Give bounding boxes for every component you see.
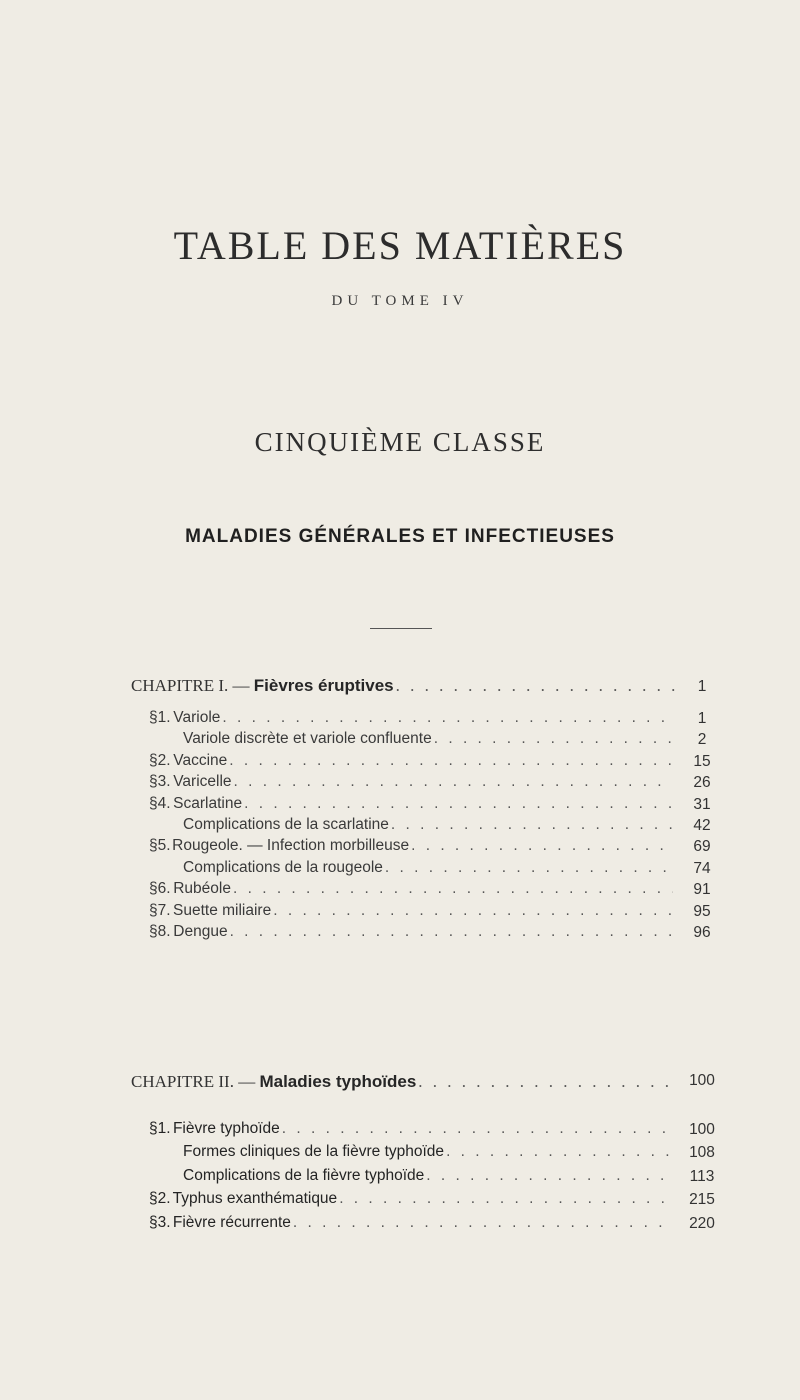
dot-leader (222, 709, 673, 727)
entry-page-number: 15 (693, 752, 711, 770)
section-number: 7. (157, 901, 171, 919)
dot-leader (282, 1120, 673, 1138)
dot-leader (418, 1072, 675, 1092)
dot-leader (229, 752, 673, 770)
toc-entry (149, 880, 679, 898)
chapter-1-heading (131, 676, 681, 696)
dot-leader (426, 1167, 673, 1185)
dot-leader (233, 880, 673, 898)
chapter-label: CHAPITRE II. — (131, 1072, 256, 1091)
section-number: 6. (157, 880, 171, 898)
volume-subtitle: DU TOME IV (331, 293, 469, 309)
entry-title: Rougeole. — Infection morbilleuse (172, 837, 410, 855)
toc-entry (149, 1120, 679, 1138)
dot-leader (434, 730, 673, 748)
toc-entry (149, 902, 679, 920)
section-mark: § (149, 709, 158, 726)
entry-page-number: 220 (689, 1214, 715, 1232)
entry-title: Fièvre récurrente (172, 1213, 291, 1231)
section-mark: § (149, 794, 158, 812)
toc-entry (149, 709, 679, 727)
entry-title: Varicelle (173, 773, 232, 791)
entry-title: Vaccine (173, 751, 228, 769)
toc-entry (149, 795, 679, 813)
chapter-2-heading (131, 1072, 681, 1092)
chapter-2-page: 100 (689, 1072, 715, 1089)
toc-entry (183, 859, 679, 877)
section-number: 1. (157, 1120, 171, 1137)
section-mark: § (149, 773, 158, 791)
toc-entry (149, 773, 679, 791)
class-title: CINQUIÈME CLASSE (254, 427, 546, 457)
dot-leader (273, 902, 673, 920)
chapter-label: CHAPITRE I. — (131, 676, 250, 695)
dot-leader (293, 1214, 673, 1232)
section-number: 2. (157, 1190, 171, 1208)
chapter-name: Fièvres éruptives (253, 676, 394, 695)
toc-entry (149, 1214, 679, 1232)
entry-page-number: 113 (689, 1167, 715, 1185)
dot-leader (391, 816, 673, 834)
section-divider (370, 628, 432, 629)
toc-entry (149, 1190, 679, 1208)
entry-title: Dengue (173, 923, 228, 940)
section-mark: § (149, 901, 158, 919)
entry-page-number: 96 (693, 924, 711, 941)
dot-leader (244, 795, 673, 813)
section-number: 8. (157, 923, 171, 940)
section-mark: § (149, 1213, 158, 1231)
entry-title: Variole (173, 709, 221, 726)
entry-page-number: 74 (693, 859, 711, 877)
dot-leader (446, 1143, 673, 1161)
section-number: 4. (157, 794, 171, 812)
toc-entry (183, 816, 679, 834)
toc-entry (149, 923, 679, 941)
entry-page-number: 215 (689, 1191, 715, 1209)
dot-leader (385, 859, 673, 877)
section-number: 3. (157, 1213, 171, 1231)
entry-title: Suette miliaire (173, 901, 272, 919)
toc-entry (149, 752, 679, 770)
chapter-name: Maladies typhoïdes (259, 1072, 417, 1091)
toc-entry (183, 1167, 679, 1185)
entry-title: Complications de la scarlatine (183, 816, 389, 833)
toc-entry (183, 1143, 679, 1161)
entry-page-number: 108 (689, 1144, 715, 1162)
entry-page-number: 91 (693, 881, 711, 899)
dot-leader (411, 837, 673, 855)
entry-title: Formes cliniques de la fièvre typhoïde (183, 1143, 445, 1161)
toc-entry (183, 730, 679, 748)
entry-title: Scarlatine (173, 794, 243, 812)
dot-leader (396, 676, 675, 696)
toc-entry (149, 837, 679, 855)
entry-page-number: 2 (697, 731, 707, 749)
section-mark: § (149, 837, 158, 855)
section-mark: § (149, 880, 158, 898)
entry-page-number: 69 (693, 838, 711, 856)
section-number: 1. (157, 709, 171, 726)
entry-page-number: 95 (693, 902, 711, 920)
entry-title: Complications de la rougeole (183, 858, 383, 876)
section-number: 2. (157, 751, 171, 769)
section-number: 3. (157, 773, 171, 791)
section-mark: § (149, 1120, 158, 1137)
section-mark: § (149, 751, 158, 769)
dot-leader (339, 1190, 673, 1208)
section-mark: § (149, 923, 158, 940)
page-title: TABLE DES MATIÈRES (173, 223, 627, 268)
dot-leader (234, 773, 673, 791)
class-subtitle: MALADIES GÉNÉRALES ET INFECTIEUSES (185, 526, 615, 547)
entry-page-number: 42 (693, 817, 711, 834)
section-number: 5. (157, 837, 171, 855)
entry-title: Fièvre typhoïde (172, 1120, 280, 1137)
entry-page-number: 100 (689, 1121, 715, 1138)
entry-title: Typhus exanthématique (172, 1190, 338, 1208)
entry-page-number: 26 (693, 774, 711, 792)
chapter-1-page: 1 (697, 678, 707, 695)
dot-leader (230, 923, 673, 941)
entry-title: Complications de la fièvre typhoïde (183, 1166, 425, 1184)
entry-page-number: 1 (697, 710, 707, 727)
entry-page-number: 31 (693, 795, 711, 813)
entry-title: Rubéole (173, 880, 231, 898)
entry-title: Variole discrète et variole confluente (183, 730, 432, 748)
section-mark: § (149, 1190, 158, 1208)
